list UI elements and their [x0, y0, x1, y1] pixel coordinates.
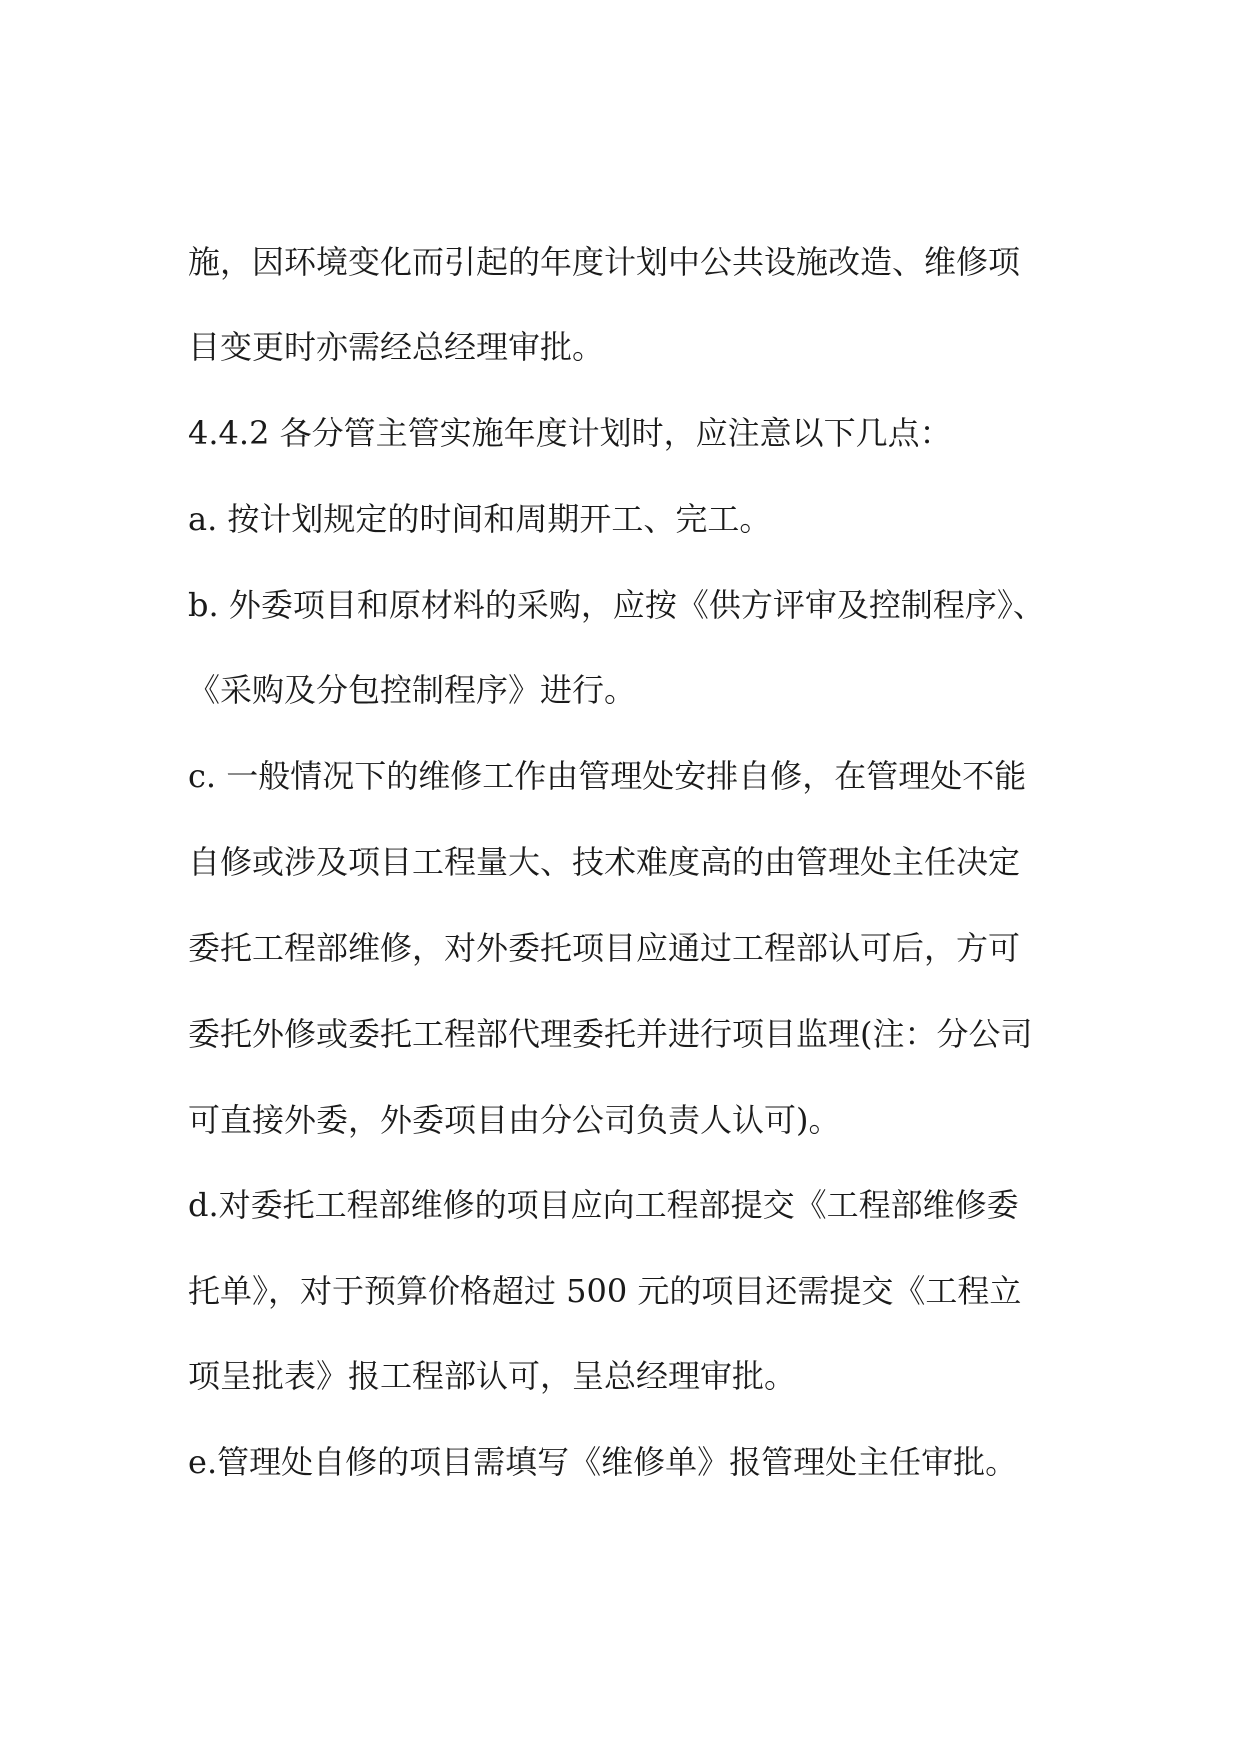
- list-item-a: a. 按计划规定的时间和周期开工、完工。: [188, 500, 772, 538]
- list-item-d: d.对委托工程部维修的项目应向工程部提交《工程部维修委: [188, 1186, 1019, 1224]
- list-item-e: e.管理处自修的项目需填写《维修单》报管理处主任审批。: [188, 1443, 1018, 1481]
- section-heading-4-4-2: 4.4.2 各分管主管实施年度计划时，应注意以下几点：: [188, 414, 952, 452]
- list-item-b-continuation: 《采购及分包控制程序》进行。: [188, 671, 637, 709]
- list-item-c-continuation: 委托工程部维修，对外委托项目应通过工程部认可后，方可: [188, 929, 1021, 967]
- paragraph-continuation-line: 施，因环境变化而引起的年度计划中公共设施改造、维修项: [188, 243, 1021, 281]
- list-item-c: c. 一般情况下的维修工作由管理处安排自修，在管理处不能: [188, 757, 1027, 795]
- list-item-d-continuation: 托单》，对于预算价格超过 500 元的项目还需提交《工程立: [188, 1272, 1022, 1310]
- list-item-c-continuation: 委托外修或委托工程部代理委托并进行项目监理(注：分公司: [188, 1015, 1033, 1053]
- list-item-c-continuation: 可直接外委，外委项目由分公司负责人认可)。: [188, 1101, 841, 1139]
- paragraph-continuation-line: 目变更时亦需经总经理审批。: [188, 328, 605, 366]
- list-item-c-continuation: 自修或涉及项目工程量大、技术难度高的由管理处主任决定: [188, 843, 1021, 881]
- list-item-d-continuation: 项呈批表》报工程部认可，呈总经理审批。: [188, 1357, 797, 1395]
- list-item-b: b. 外委项目和原材料的采购，应按《供方评审及控制程序》、: [188, 586, 1045, 624]
